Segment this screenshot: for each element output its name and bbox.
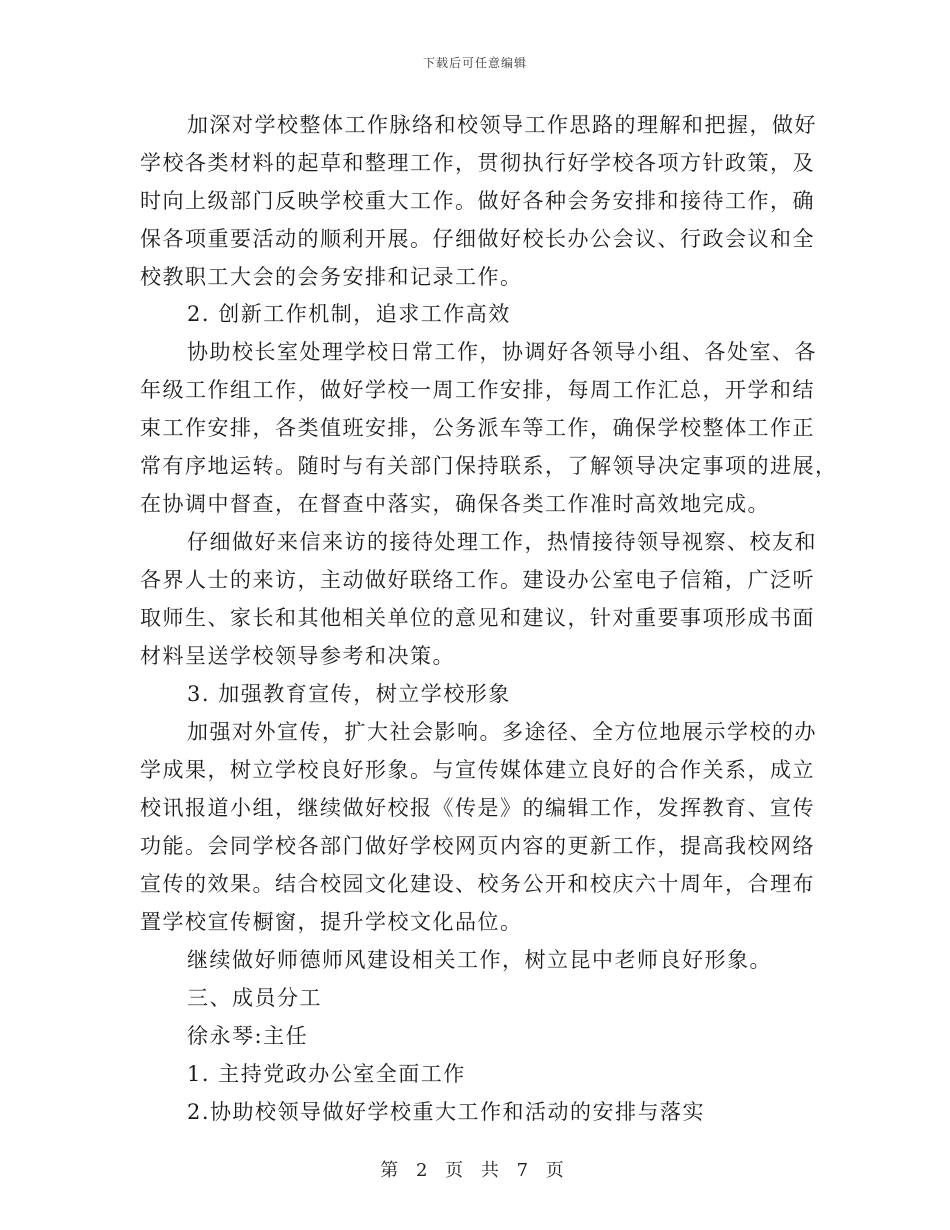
member-name: 徐永琴:主任: [187, 1024, 309, 1048]
body-line: 各界人士的来访，主动做好联络工作。建设办公室电子信箱，广泛听: [140, 568, 815, 592]
section-heading: 2. 创新工作机制，追求工作高效: [187, 302, 511, 326]
body-line: 校教职工大会的会务安排和记录工作。: [140, 265, 523, 289]
body-line: 宣传的效果。结合校园文化建设、校务公开和校庆六十周年，合理布: [140, 872, 815, 896]
body-line: 协助校长室处理学校日常工作，协调好各领导小组、各处室、各: [187, 340, 817, 364]
section-heading: 三、成员分工: [187, 986, 322, 1010]
body-line: 束工作安排，各类值班安排，公务派车等工作，确保学校整体工作正: [140, 416, 815, 440]
duty-item: 1. 主持党政办公室全面工作: [187, 1062, 466, 1086]
section-heading: 3. 加强教育宣传，树立学校形象: [187, 682, 511, 706]
page-header: 下载后可任意编辑: [422, 56, 527, 70]
body-line: 在协调中督查，在督查中落实，确保各类工作准时高效地完成。: [140, 492, 770, 516]
duty-item: 2.协助校领导做好学校重大工作和活动的安排与落实: [187, 1100, 706, 1124]
body-line: 置学校宣传橱窗，提升学校文化品位。: [140, 910, 523, 934]
body-line: 加深对学校整体工作脉络和校领导工作思路的理解和把握，做好: [187, 113, 817, 137]
body-line: 校讯报道小组，继续做好校报《传是》的编辑工作，发挥教育、宣传: [140, 796, 815, 820]
body-line: 年级工作组工作，做好学校一周工作安排，每周工作汇总，开学和结: [140, 378, 815, 402]
body-line: 学成果，树立学校良好形象。与宣传媒体建立良好的合作关系，成立: [140, 758, 815, 782]
body-line: 学校各类材料的起草和整理工作，贯彻执行好学校各项方针政策，及: [140, 151, 815, 175]
body-line: 仔细做好来信来访的接待处理工作，热情接待领导视察、校友和: [187, 530, 817, 554]
body-line: 功能。会同学校各部门做好学校网页内容的更新工作，提高我校网络: [140, 834, 815, 858]
body-line: 保各项重要活动的顺利开展。仔细做好校长办公会议、行政会议和全: [140, 227, 815, 251]
body-line: 加强对外宣传，扩大社会影响。多途径、全方位地展示学校的办: [187, 720, 817, 744]
body-line: 继续做好师德师风建设相关工作，树立昆中老师良好形象。: [187, 948, 772, 972]
page-number: 第 2 页 共 7 页: [380, 1160, 570, 1181]
body-line: 取师生、家长和其他相关单位的意见和建议，针对重要事项形成书面: [140, 606, 815, 630]
body-line: 材料呈送学校领导参考和决策。: [140, 644, 455, 668]
body-line: 常有序地运转。随时与有关部门保持联系，了解领导决定事项的进展，: [140, 454, 838, 478]
body-line: 时向上级部门反映学校重大工作。做好各种会务安排和接待工作，确: [140, 189, 815, 213]
